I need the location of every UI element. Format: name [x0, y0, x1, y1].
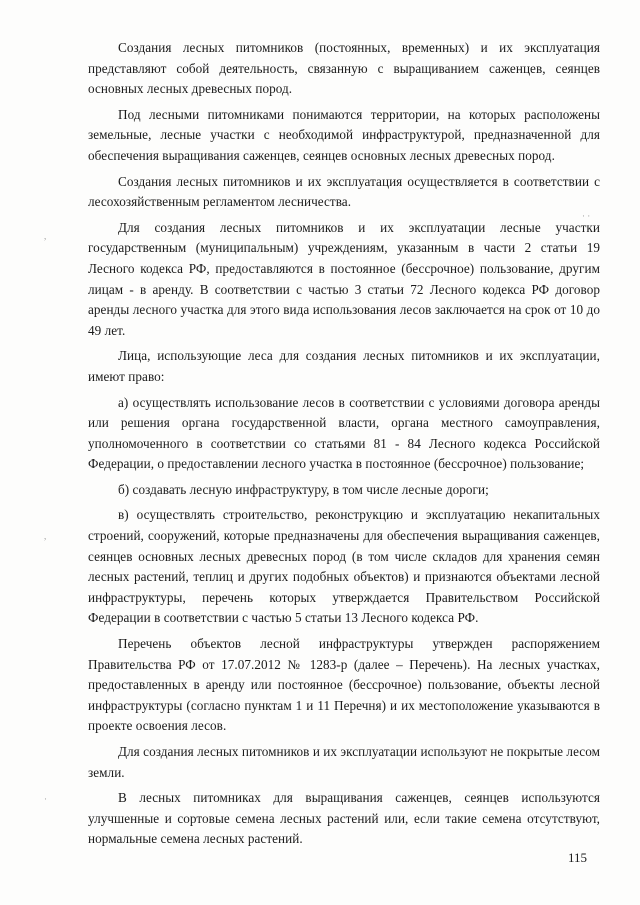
scan-artifact-mark: · [44, 794, 47, 804]
paragraph-nurseries-territories: Под лесными питомниками понимаются территории, на которых расположены земельные, лесные участки с необходимой инфраструктурой, предназначенной для обеспечения выращивания саженцев, сеянцев основных лесных древесных пород. [88, 106, 600, 163]
paragraph-infrastructure-list: Перечень объектов лесной инфраструктуры утвержден распоряжением Правительства РФ от 17.07.2012 № 1283-р (далее – Перечень). На лесных участках, предоставленных в аренду или постоянное (бессрочное) пользование, объекты лесной инфраструктуры (согласно пунктам 1 и 11 Перечня) и их местоположение указываются в проекте освоения лесов. [88, 636, 600, 734]
paragraph-non-forested-lands: Для создания лесных питомников и их эксплуатации используют не покрытые лесом земли. [88, 744, 600, 780]
page-number: 115 [568, 850, 588, 865]
paragraph-land-provision: Для создания лесных питомников и их эксплуатации лесные участки государственным (муниципальным) учреждениям, указанным в части 2 статьи 19 Лесного кодекса РФ, предоставляются в постоянное (бессрочное) пользование, другим лицам - в аренду. В соответствии с частью 3 статьи 72 Лесного кодекса РФ договор аренды лесного участка для этого вида использования лесов заключается на срок от 10 до 49 лет. [88, 219, 600, 338]
paragraph-nurseries-definition: Создания лесных питомников (постоянных, временных) и их эксплуатация представляют собой деятельность, связанную с выращиванием саженцев, сеянцев основных лесных древесных пород. [88, 40, 600, 97]
list-item-right-b: б) создавать лесную инфраструктуру, в том числе лесные дороги; [118, 481, 489, 497]
paragraph-seeds: В лесных питомниках для выращивания саженцев, сеянцев используются улучшенные и сортовые семена лесных растений или, если такие семена отсутствуют, нормальные семена лесных растений. [88, 790, 600, 847]
list-item-right-a: а) осуществлять использование лесов в соответствии с условиями договора аренды или решения органа государственной власти, органа местного самоуправления, уполномоченного в соответствии со статьями 81 - 84 Лесного кодекса Российской Федерации, о предоставлении лесного участка в постоянное (бессрочное) пользование; [88, 394, 600, 472]
paragraph-forestry-regulation: Создания лесных питомников и их эксплуатация осуществляется в соответствии с лесохозяйственным регламентом лесничества. [88, 173, 600, 210]
list-item-right-c: в) осуществлять строительство, реконструкцию и эксплуатацию некапитальных строений, сооружений, которые предназначены для обеспечения выращивания саженцев, сеянцев основных лесных древесных пород (в том числе складов для хранения семян лесных растений, теплиц и других подобных объектов) и признаются объектами лесной инфраструктуры, перечень которых утверждается Правительством Российской Федерации в соответствии с частью 5 статьи 13 Лесного кодекса РФ. [88, 507, 600, 626]
scan-artifact-mark: , [44, 231, 47, 241]
scan-artifact-mark: , [44, 531, 47, 541]
document-body [88, 38, 600, 855]
scan-artifact-mark: · · [582, 211, 591, 221]
paragraph-users-rights-intro: Лица, использующие леса для создания лесных питомников и их эксплуатации, имеют право: [88, 348, 600, 384]
